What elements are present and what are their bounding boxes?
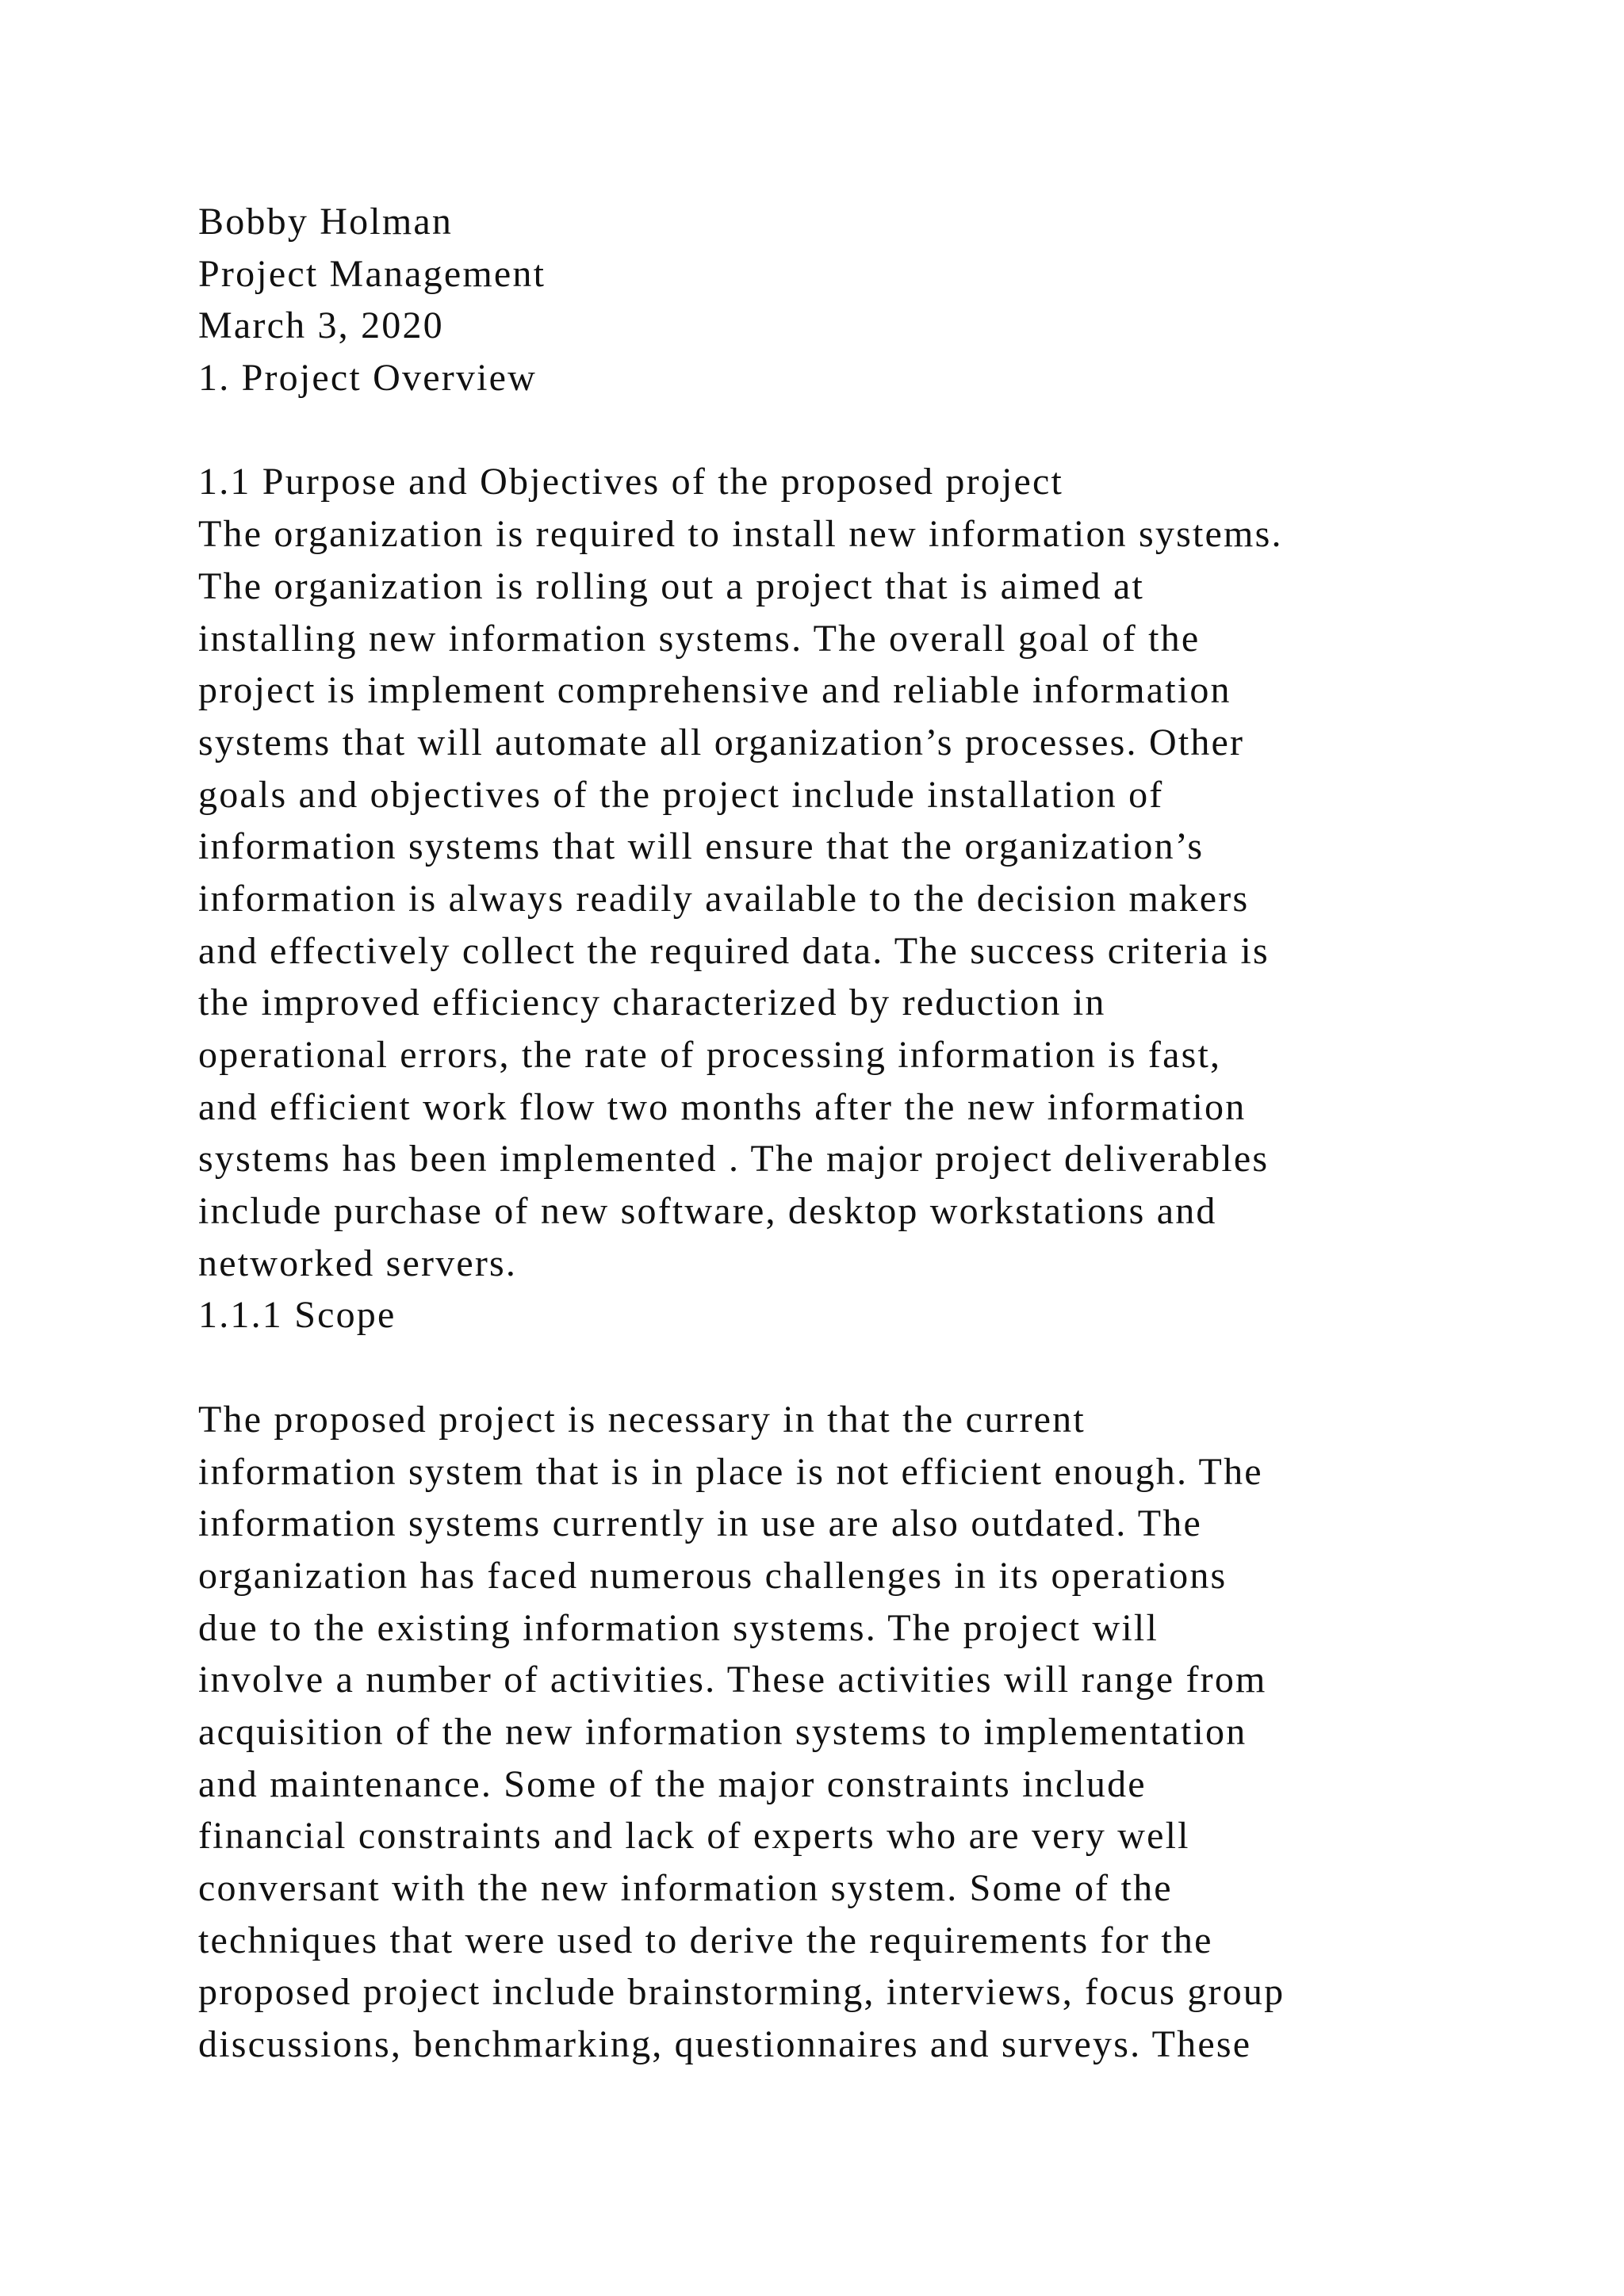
paragraph-line: systems that will automate all organization’s processes. Other <box>198 721 1245 763</box>
paragraph-line: and maintenance. Some of the major constraints include <box>198 1762 1147 1805</box>
paragraph-line: The organization is rolling out a project that is aimed at <box>198 564 1145 607</box>
paragraph-line: techniques that were used to derive the requirements for the <box>198 1919 1213 1961</box>
paragraph-line: information systems currently in use are also outdated. The <box>198 1502 1202 1545</box>
paragraph-line: organization has faced numerous challenges in its operations <box>198 1554 1228 1597</box>
paragraph-line: conversant with the new information system. Some of the <box>198 1867 1173 1909</box>
paragraph-line: and effectively collect the required data. The success criteria is <box>198 929 1270 972</box>
paragraph-line: information system that is in place is not efficient enough. The <box>198 1450 1263 1493</box>
paragraph-line: networked servers. <box>198 1242 518 1284</box>
paragraph-line: goals and objectives of the project include installation of <box>198 773 1164 816</box>
section-title: 1. Project Overview <box>198 357 538 400</box>
paragraph-line: The organization is required to install new information systems. <box>198 513 1283 556</box>
document-body <box>198 196 1546 2071</box>
paragraph-line: financial constraints and lack of experts who are very well <box>198 1815 1190 1858</box>
paragraph-line: include purchase of new software, desktop workstations and <box>198 1190 1217 1233</box>
section-1-1-1-heading: 1.1.1 Scope <box>198 1294 396 1337</box>
blank-line <box>198 1341 1546 1394</box>
paragraph-line: discussions, benchmarking, questionnaires and surveys. These <box>198 2023 1252 2066</box>
section-1-1-heading: 1.1 Purpose and Objectives of the proposed project <box>198 461 1064 503</box>
paragraph-line: project is implement comprehensive and reliable information <box>198 669 1231 712</box>
paragraph-line: information systems that will ensure that the organization’s <box>198 825 1205 868</box>
paragraph-line: due to the existing information systems. The project will <box>198 1606 1159 1649</box>
paragraph-line: acquisition of the new information systems to implementation <box>198 1710 1247 1753</box>
paragraph-line: proposed project include brainstorming, interviews, focus group <box>198 1971 1285 2014</box>
blank-line <box>198 404 1546 457</box>
document-date: March 3, 2020 <box>198 304 444 347</box>
course-name: Project Management <box>198 252 546 295</box>
author-name: Bobby Holman <box>198 201 454 243</box>
paragraph-line: the improved efficiency characterized by reduction in <box>198 982 1106 1024</box>
paragraph-line: operational errors, the rate of processing information is fast, <box>198 1034 1222 1076</box>
paragraph-line: involve a number of activities. These activities will range from <box>198 1659 1267 1701</box>
paragraph-line: and efficient work flow two months after the new information <box>198 1085 1247 1128</box>
paragraph-line: The proposed project is necessary in that the current <box>198 1398 1086 1441</box>
paragraph-line: systems has been implemented . The major project deliverables <box>198 1138 1270 1181</box>
paragraph-line: installing new information systems. The overall goal of the <box>198 617 1201 660</box>
paragraph-line: information is always readily available to the decision makers <box>198 877 1250 920</box>
